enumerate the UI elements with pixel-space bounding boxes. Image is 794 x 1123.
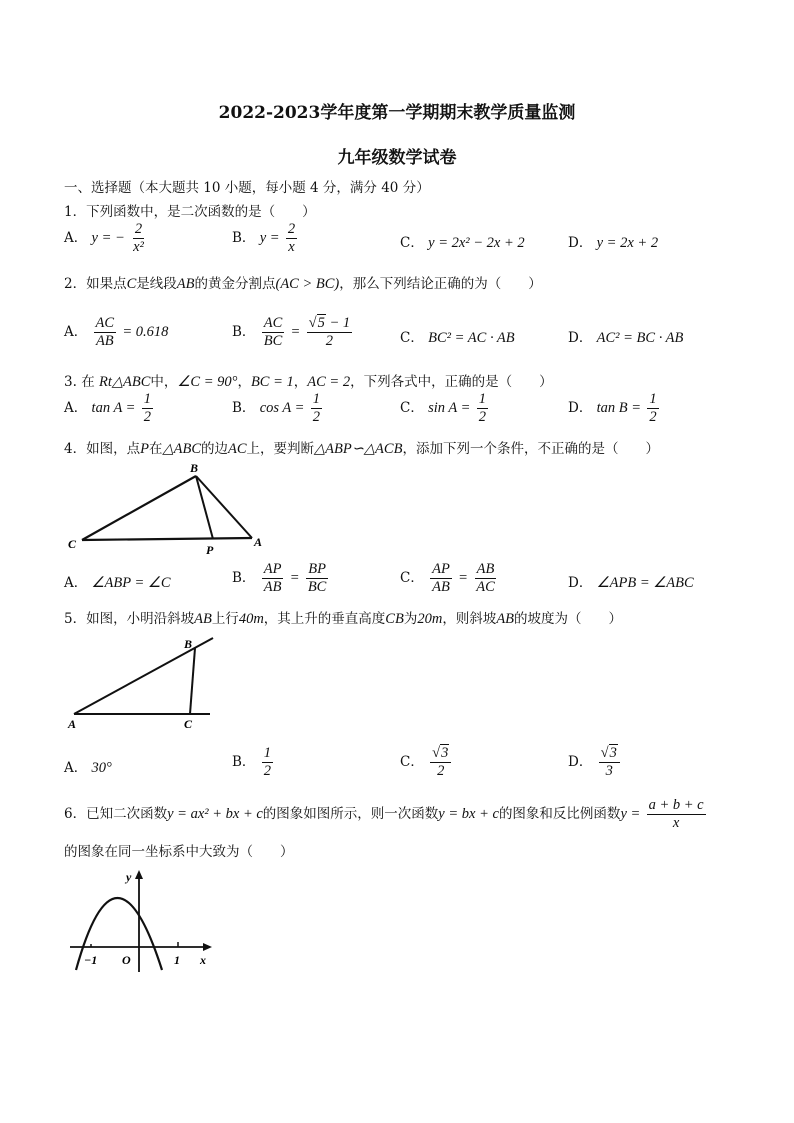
- q1-option-d: D． y = 2x + 2: [568, 235, 659, 251]
- q4-option-b: B． $\frac{AP}{AB}$ = $\frac{BP}{BC}$: [232, 561, 327, 596]
- q2-option-d: D． AC² = BC · AB: [568, 330, 684, 346]
- question-3-stem: 3. 在 Rt△ABC中，∠C = 90°，BC = 1，AC = 2，下列各式中，正确的是（ ）: [64, 374, 553, 390]
- q5-option-c: C． $\frac{√3}{2}$: [400, 746, 453, 779]
- segment-cb: [82, 476, 196, 540]
- q4-option-c: C． $\frac{AP}{AB}$ = $\frac{AB}{AC}$: [400, 561, 495, 596]
- label-origin: O: [122, 953, 131, 967]
- label-minus-1: −1: [84, 953, 98, 967]
- q2-option-c: C． BC² = AC · AB: [400, 330, 515, 346]
- question-6-stem-line2: 的图象在同一坐标系中大致为（ ）: [64, 844, 294, 860]
- question-6-stem: 6．已知二次函数y = ax² + bx + c的图象如图所示，则一次函数y = bx + c的图象和反比例函数y = $\frac{a + b + c}{x}$: [64, 797, 704, 832]
- x-axis-arrow: [203, 943, 212, 951]
- question-2-stem: 2．如果点C是线段AB的黄金分割点(AC > BC)，那么下列结论正确的为（ ）: [64, 276, 542, 292]
- y-axis-arrow: [135, 870, 143, 879]
- q1-option-c: C． y = 2x² − 2x + 2: [400, 235, 525, 251]
- label-c: C: [68, 537, 77, 551]
- question-4-stem: 4．如图，点P在△ABC的边AC上，要判断△ABP∽△ACB，添加下列一个条件，不正确的是（ ）: [64, 441, 659, 457]
- q1-option-b: B． y = $\frac{2}{x}$: [232, 221, 296, 256]
- question-5-stem: 5．如图，小明沿斜坡AB上行40m，其上升的垂直高度CB为20m，则斜坡AB的坡度为（ ）: [64, 611, 623, 627]
- q5-option-a: A． 30°: [64, 760, 112, 776]
- q4-triangle-figure: [60, 458, 280, 558]
- label-a: A: [68, 717, 77, 731]
- page-subtitle: 九年级数学试卷: [337, 148, 457, 168]
- q1-option-a: A． y = − $\frac{2}{\text{x²}}$: [64, 221, 144, 256]
- label-y: y: [126, 870, 132, 884]
- q4-option-d: D． ∠APB = ∠ABC: [568, 575, 694, 591]
- q6-parabola-figure: [62, 864, 222, 978]
- question-1-stem: 1．下列函数中，是二次函数的是（ ）: [64, 204, 316, 220]
- q2-option-b: B． $\frac{AC}{BC}$ = $\frac{√5 - 1}{2}$: [232, 315, 351, 350]
- q3-option-c: C． sin A = $\frac{1}{2}$: [400, 391, 486, 426]
- section-heading: 一、选择题（本大题共 10 小题，每小题 4 分，满分 40 分）: [64, 180, 430, 196]
- page-title: 2022-2023学年度第一学期期末教学质量监测: [218, 103, 576, 123]
- segment-ca: [82, 538, 252, 540]
- label-c: C: [184, 717, 193, 731]
- q5-option-b: B． $\frac{1}{2}$: [232, 745, 271, 780]
- label-p: P: [206, 543, 214, 557]
- label-1: 1: [174, 953, 180, 967]
- q4-option-a: A． ∠ABP = ∠C: [64, 575, 171, 591]
- q3-option-d: D． tan B = $\frac{1}{2}$: [568, 391, 657, 426]
- segment-bc: [190, 648, 195, 714]
- label-b: B: [190, 461, 199, 475]
- label-x: x: [200, 953, 206, 967]
- q2-option-a: A． $\frac{AC}{AB}$ = 0.618: [64, 315, 169, 350]
- label-a: A: [254, 535, 263, 549]
- q3-option-a: A． tan A = $\frac{1}{2}$: [64, 391, 151, 426]
- label-b: B: [184, 637, 193, 651]
- q5-option-d: D． $\frac{√3}{3}$: [568, 746, 622, 779]
- q5-slope-figure: [60, 630, 230, 734]
- q3-option-b: B． cos A = $\frac{1}{2}$: [232, 391, 320, 426]
